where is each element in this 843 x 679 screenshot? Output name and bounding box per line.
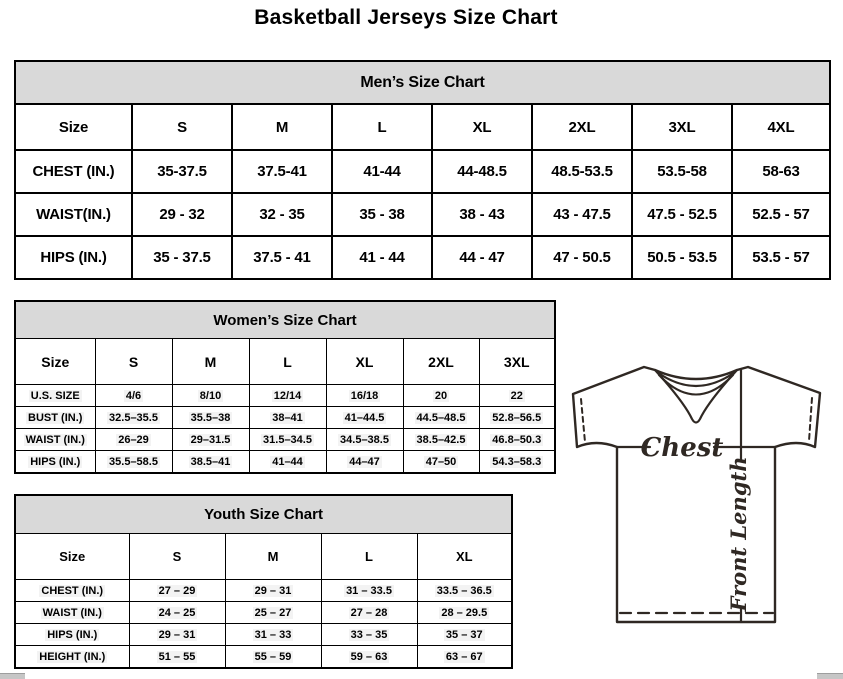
table-cell: 53.5 - 57 [732, 236, 830, 279]
table-cell: 51 – 55 [129, 646, 225, 669]
jersey-outline [573, 367, 820, 622]
womens-table-title: Women’s Size Chart [15, 301, 555, 339]
column-header: S [95, 339, 172, 385]
column-header: M [225, 534, 321, 580]
table-cell: 44 - 47 [432, 236, 532, 279]
table-cell: 29–31.5 [172, 429, 249, 451]
table-cell: 55 – 59 [225, 646, 321, 669]
table-cell: 37.5-41 [232, 150, 332, 193]
womens-header-row [15, 339, 555, 385]
column-header: Size [15, 534, 129, 580]
table-cell: 27 – 28 [321, 602, 417, 624]
table-cell: 63 – 67 [417, 646, 512, 669]
column-header: 2XL [403, 339, 479, 385]
table-cell: 47.5 - 52.5 [632, 193, 732, 236]
table-row [15, 236, 830, 279]
sleeve-stitch-right [809, 398, 812, 441]
table-cell: 44-48.5 [432, 150, 532, 193]
row-label: WAIST (IN.) [15, 429, 95, 451]
table-cell: 47 - 50.5 [532, 236, 632, 279]
column-header: L [249, 339, 326, 385]
row-label: HIPS (IN.) [15, 451, 95, 474]
table-cell: 31 – 33 [225, 624, 321, 646]
table-cell: 8/10 [172, 385, 249, 407]
table-cell: 12/14 [249, 385, 326, 407]
table-row [15, 646, 512, 669]
mens-header-row [15, 104, 830, 150]
table-cell: 46.8–50.3 [479, 429, 555, 451]
column-header: XL [417, 534, 512, 580]
table-cell: 31 – 33.5 [321, 580, 417, 602]
table-cell: 29 – 31 [129, 624, 225, 646]
jersey-measurement-diagram [556, 362, 843, 628]
table-cell: 41–44 [249, 451, 326, 474]
column-header: Size [15, 339, 95, 385]
table-cell: 22 [479, 385, 555, 407]
column-header: 3XL [632, 104, 732, 150]
table-cell: 34.5–38.5 [326, 429, 403, 451]
table-row [15, 624, 512, 646]
table-cell: 29 – 31 [225, 580, 321, 602]
table-cell: 58-63 [732, 150, 830, 193]
table-cell: 38.5–42.5 [403, 429, 479, 451]
column-header: S [129, 534, 225, 580]
table-cell: 35.5–38 [172, 407, 249, 429]
column-header: M [232, 104, 332, 150]
table-cell: 47–50 [403, 451, 479, 474]
column-header: M [172, 339, 249, 385]
table-cell: 38 - 43 [432, 193, 532, 236]
column-header: 4XL [732, 104, 830, 150]
table-cell: 35 – 37 [417, 624, 512, 646]
table-cell: 38–41 [249, 407, 326, 429]
chest-label: Chest [640, 433, 724, 463]
table-cell: 44.5–48.5 [403, 407, 479, 429]
table-cell: 38.5–41 [172, 451, 249, 474]
sleeve-stitch-left [581, 399, 585, 442]
table-cell: 32.5–35.5 [95, 407, 172, 429]
table-row [15, 385, 555, 407]
table-row [15, 580, 512, 602]
table-cell: 29 - 32 [132, 193, 232, 236]
table-cell: 4/6 [95, 385, 172, 407]
table-cell: 37.5 - 41 [232, 236, 332, 279]
table-cell: 41–44.5 [326, 407, 403, 429]
youth-size-chart-table [14, 494, 513, 669]
table-row [15, 451, 555, 474]
row-label: WAIST(IN.) [15, 193, 132, 236]
table-cell: 44–47 [326, 451, 403, 474]
table-cell: 27 – 29 [129, 580, 225, 602]
table-cell: 35 - 37.5 [132, 236, 232, 279]
table-cell: 32 - 35 [232, 193, 332, 236]
table-cell: 26–29 [95, 429, 172, 451]
column-header: 3XL [479, 339, 555, 385]
table-row [15, 407, 555, 429]
front-length-label: Front Length [726, 456, 751, 612]
column-header: L [321, 534, 417, 580]
table-cell: 52.8–56.5 [479, 407, 555, 429]
table-cell: 35.5–58.5 [95, 451, 172, 474]
column-header: S [132, 104, 232, 150]
table-cell: 35 - 38 [332, 193, 432, 236]
column-header: 2XL [532, 104, 632, 150]
youth-table-title: Youth Size Chart [15, 495, 512, 534]
row-label: WAIST (IN.) [15, 602, 129, 624]
row-label: U.S. SIZE [15, 385, 95, 407]
table-cell: 33.5 – 36.5 [417, 580, 512, 602]
column-header: XL [326, 339, 403, 385]
table-cell: 59 – 63 [321, 646, 417, 669]
row-label: HEIGHT (IN.) [15, 646, 129, 669]
table-row [15, 429, 555, 451]
row-label: BUST (IN.) [15, 407, 95, 429]
womens-size-chart-table [14, 300, 556, 474]
column-header: Size [15, 104, 132, 150]
horizontal-scrollbar-fragment-right[interactable] [817, 673, 843, 679]
page-title: Basketball Jerseys Size Chart [254, 6, 558, 29]
table-row [15, 602, 512, 624]
table-cell: 53.5-58 [632, 150, 732, 193]
horizontal-scrollbar-fragment-left[interactable] [0, 673, 25, 679]
mens-table-title: Men’s Size Chart [15, 61, 830, 104]
table-cell: 41-44 [332, 150, 432, 193]
table-cell: 16/18 [326, 385, 403, 407]
table-cell: 24 – 25 [129, 602, 225, 624]
table-cell: 52.5 - 57 [732, 193, 830, 236]
row-label: CHEST (IN.) [15, 580, 129, 602]
row-label: CHEST (IN.) [15, 150, 132, 193]
table-cell: 48.5-53.5 [532, 150, 632, 193]
row-label: HIPS (IN.) [15, 624, 129, 646]
table-cell: 54.3–58.3 [479, 451, 555, 474]
table-row [15, 150, 830, 193]
table-row [15, 193, 830, 236]
mens-size-chart-table [14, 60, 831, 280]
table-cell: 35-37.5 [132, 150, 232, 193]
table-cell: 43 - 47.5 [532, 193, 632, 236]
column-header: XL [432, 104, 532, 150]
table-cell: 25 – 27 [225, 602, 321, 624]
table-cell: 31.5–34.5 [249, 429, 326, 451]
table-cell: 50.5 - 53.5 [632, 236, 732, 279]
row-label: HIPS (IN.) [15, 236, 132, 279]
youth-header-row [15, 534, 512, 580]
table-cell: 41 - 44 [332, 236, 432, 279]
table-cell: 20 [403, 385, 479, 407]
table-cell: 28 – 29.5 [417, 602, 512, 624]
column-header: L [332, 104, 432, 150]
table-cell: 33 – 35 [321, 624, 417, 646]
